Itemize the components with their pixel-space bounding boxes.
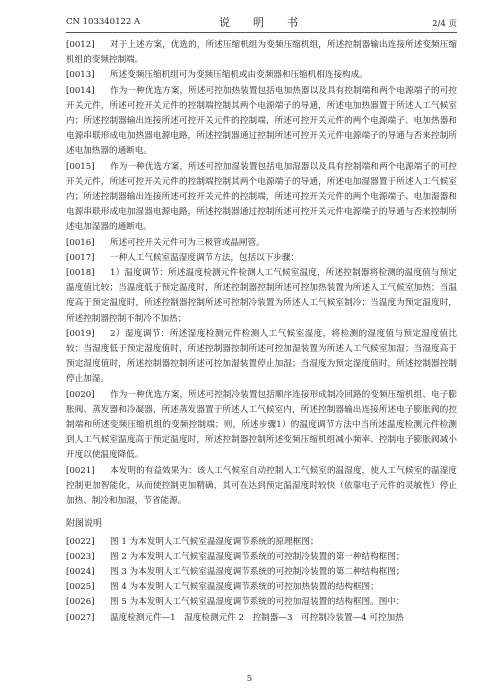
figure-description <box>66 535 457 550</box>
figure-text: 温度检测元件—1 湿度检测元件 2 控制器—3 可控制冷装置—4 可控加热 <box>110 612 404 623</box>
paragraph-number: [0018] <box>66 268 95 279</box>
paragraph-text: 所述可控开关元件可为三极管或晶闸管。 <box>110 237 265 248</box>
figure-description <box>66 580 457 595</box>
paragraph <box>66 84 457 160</box>
paragraph <box>66 388 457 464</box>
figure-description <box>66 565 457 580</box>
paragraph <box>66 38 457 68</box>
paragraph-number: [0023] <box>66 551 95 562</box>
paragraph <box>66 464 457 510</box>
paragraph <box>66 327 457 388</box>
paragraph-text: 对于上述方案，优选的，所述压缩机组为变频压缩机组，所述控制器输出连接所述变频压缩机组的变频控制端。 <box>66 40 457 66</box>
page-header <box>66 14 457 30</box>
document-title: 说 明 书 <box>219 16 304 29</box>
paragraph-number: [0017] <box>66 252 95 263</box>
paragraph <box>66 68 457 83</box>
paragraph-number: [0016] <box>66 237 95 248</box>
figure-text: 图 5 为本发明人工气候室温湿度调节系统的可控加湿装置的结构框图。图中： <box>110 597 405 608</box>
paragraph-number: [0024] <box>66 566 95 577</box>
paragraph-number: [0022] <box>66 536 95 547</box>
document-body <box>66 38 457 626</box>
paragraph-number: [0020] <box>66 389 95 400</box>
figure-text: 图 4 为本发明人工气候室温湿度调节系统的可控加热装置的结构框图； <box>110 582 379 593</box>
paragraph-text: 作为一种优选方案，所述可控制冷装置包括顺序连接形成制冷回路的变频压缩机组、电子膨胀阀、蒸发器和冷凝器，所述蒸发器置于所述人工气候室内，所述控制器输出连接所述电子膨胀阀的控制端和所述变频压缩机组的变频控制端；则，所述步骤1）的温度调节方法中当所述温度检测元件检测到人工气候室温度高于预定温度时，所述控制器控制所述变频压缩机组减小频率、控制电子膨胀阀减小开度以使温度降低。 <box>66 389 457 461</box>
paragraph <box>66 236 457 251</box>
section-title-figures: 附图说明 <box>66 519 103 530</box>
paragraph <box>66 251 457 266</box>
paragraph-number: [0015] <box>66 161 95 172</box>
figure-text: 图 1 为本发明人工气候室温湿度调节系统的原理框图； <box>110 536 319 547</box>
paragraph-number: [0019] <box>66 328 95 339</box>
paragraph <box>66 160 457 236</box>
paragraph-text: 作为一种优选方案，所述可控加湿装置包括电加湿器以及具有控制端和两个电源端子的可控开关元件，所述可控开关元件的控制端控制其两个电源端子的导通，所述电加湿器置于所述人工气候室内；所述控制器输出连接所述可控开关元件的控制端，所述可控开关元件的两个电源端子、电加湿器和电源串联形成电加湿器电源电路，所述控制器通过控制所述可控开关元件电源端子的导通与否来控制所述电加湿器的通断电。 <box>66 161 457 233</box>
paragraph-text: 所述变频压缩机组可为变频压缩机或由变频器和压缩机相连接构成。 <box>110 70 368 81</box>
page-number: 5 <box>246 674 253 684</box>
paragraph-text: 一种人工气候室温湿度调节方法，包括以下步骤： <box>110 252 300 263</box>
paragraph-text: 作为一种优选方案，所述可控加热装置包括电加热器以及具有控制端和两个电源端子的可控开关元件，所述可控开关元件的控制端控制其两个电源端子的导通，所述电加热器置于所述人工气候室内；所述控制器输出连接所述可控开关元件的控制端，所述可控开关元件的两个电源端子、电加热器和电源串联形成电加热器电源电路，所述控制器通过控制所述可控开关元件电源端子的导通与否来控制所述电加热器的通断电。 <box>66 85 457 157</box>
paragraph-number: [0012] <box>66 40 95 50</box>
paragraph-number: [0027] <box>66 612 95 623</box>
figure-description <box>66 595 457 610</box>
paragraph-number: [0013] <box>66 70 95 81</box>
header-rule <box>66 32 457 33</box>
paragraph-number: [0026] <box>66 597 95 608</box>
figure-description <box>66 611 457 626</box>
paragraph-text: 本发明的有益效果为：该人工气候室自动控制人工气候室的温湿度，使人工气候室的温湿度控制更加智能化，从而使控制更加精确，其可在达到预定温湿度时较快（依靠电子元件的灵敏性）停止加热、制冷和加湿，节省能源。 <box>66 465 457 507</box>
paragraph <box>66 266 457 327</box>
paragraph-text: 1）温度调节：所述温度检测元件检测人工气候室温度，所述控制器将检测的温度值与预定温度值比较；当温度低于预定温度时，所述控制器控制所述可控加热装置为所述人工气候室加热；当温度高于预定温度时，所述控制器控制所述可控制冷装置为所述人工气候室制冷；当温度为预定温度时，所述控制器控制不制冷不加热； <box>66 268 457 324</box>
figure-text: 图 2 为本发明人工气候室温湿度调节系统的可控制冷装置的第一种结构框图； <box>110 551 405 562</box>
paragraph-number: [0014] <box>66 85 95 96</box>
paragraph-number: [0025] <box>66 582 95 593</box>
paragraph-text: 2）湿度调节：所述湿度检测元件检测人工气候室湿度，将检测的湿度值与预定湿度值比较；当湿度低于预定湿度值时，所述控制器控制所述可控加湿装置为所述人工气候室加湿；当湿度高于预定湿度值时，所述控制器控制所述可控加湿装置停止加湿；当湿度为预定湿度值时，所述控制器控制停止加湿。 <box>66 328 457 385</box>
paragraph-number: [0021] <box>66 465 95 476</box>
publication-number: CN 103340122 A <box>66 17 141 27</box>
figure-text: 图 3 为本发明人工气候室温湿度调节系统的可控制冷装置的第二种结构框图； <box>110 566 405 577</box>
page-of-total: 2/4 页 <box>432 19 457 29</box>
figure-description <box>66 550 457 565</box>
